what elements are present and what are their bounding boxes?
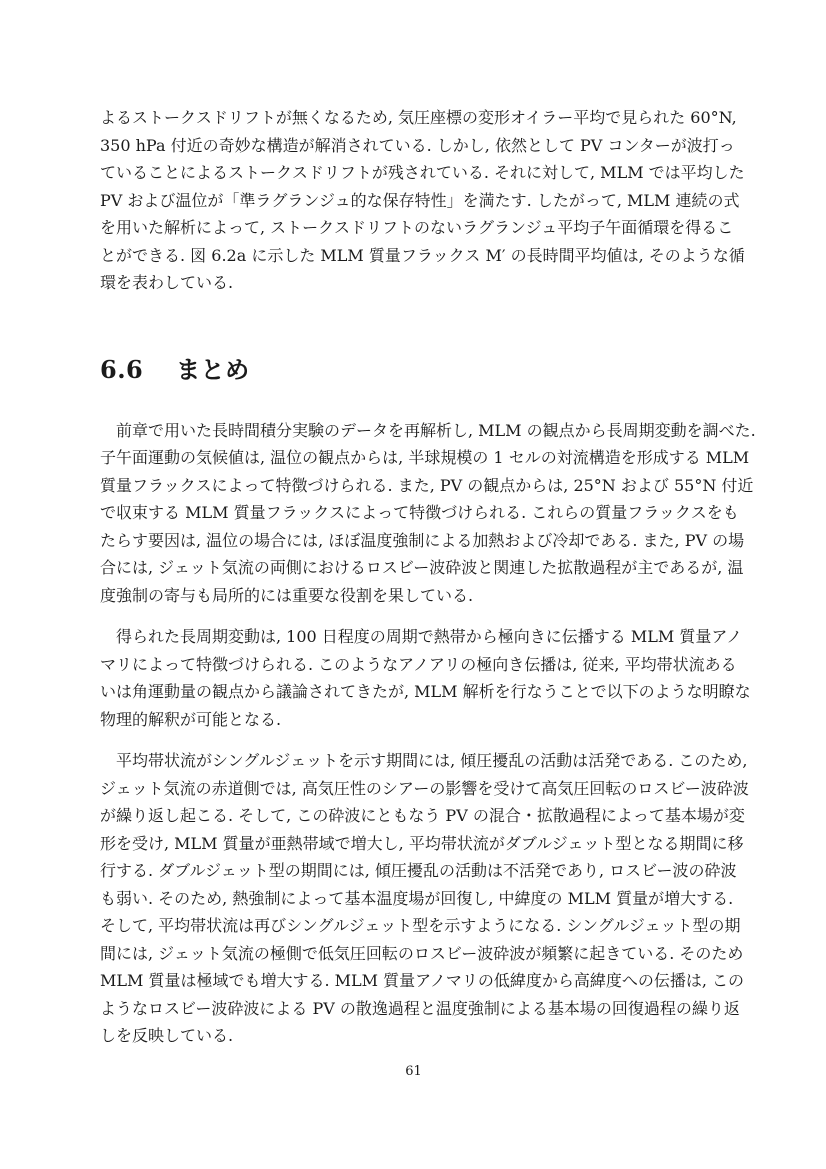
text-line: たらす要因は, 温位の場合には, ほぼ温度強制による加熱および冷却である. また, PV の場 bbox=[100, 530, 745, 550]
text-line: マリによって特徴づけられる. このようなアノアリの極向き伝播は, 従来, 平均帯状流ある bbox=[100, 654, 737, 674]
text-line: 間には, ジェット気流の極側で低気圧回転のロスビー波砕波が頻繁に起きている. そのため bbox=[100, 943, 744, 963]
text-line: 行する. ダブルジェット型の期間には, 傾圧擾乱の活動は不活発であり, ロスビー波の砕波 bbox=[100, 861, 737, 880]
text-line: で収束する MLM 質量フラックスによって特徴づけられる. これらの質量フラックスをも bbox=[100, 503, 739, 522]
text-line: が繰り返し起こる. そして, この砕波にともなう PV の混合・拡散過程によって基本場が変 bbox=[100, 806, 745, 825]
text-line: 環を表わしている. bbox=[100, 273, 234, 292]
intro-paragraph bbox=[100, 104, 745, 297]
page-content bbox=[100, 104, 756, 1050]
text-line: 度強制の寄与も局所的には重要な役割を果している. bbox=[100, 585, 474, 605]
text-line: 350 hPa 付近の奇妙な構造が解消されている. しかし, 依然として PV コンターが波打っ bbox=[100, 135, 735, 155]
text-line: 物理的解釈が可能となる. bbox=[100, 709, 282, 729]
text-line: 得られた長周期変動は, 100 日程度の周期で熱帯から極向きに伝播する MLM 質量アノ bbox=[100, 627, 743, 646]
summary-paragraph-3 bbox=[100, 747, 749, 1050]
text-line: よるストークスドリフトが無くなるため, 気圧座標の変形オイラー平均で見られた 60°N, bbox=[100, 108, 737, 127]
page-number: 61 bbox=[405, 1064, 422, 1079]
text-line: 質量フラックスによって特徴づけられる. また, PV の観点からは, 25°N および 55°N 付近 bbox=[100, 475, 754, 495]
text-line: PV および温位が「準ラグランジュ的な保存特性」を満たす. したがって, MLM 連続の式 bbox=[100, 190, 740, 210]
text-line: しを反映している. bbox=[100, 1026, 234, 1045]
text-line: も弱い. そのため, 熱強制によって基本温度場が回復し, 中緯度の MLM 質量が増大する. bbox=[100, 888, 734, 908]
text-line: を用いた解析によって, ストークスドリフトのないラグランジュ平均子午面循環を得るこ bbox=[100, 218, 734, 237]
text-line: そして, 平均帯状流は再びシングルジェット型を示すようになる. シングルジェット型の期 bbox=[100, 916, 741, 935]
text-line: ていることによるストークスドリフトが残されている. それに対して, MLM では平均した bbox=[100, 163, 745, 182]
text-line: 合には, ジェット気流の両側におけるロスビー波砕波と関連した拡散過程が主であるが, 温 bbox=[100, 558, 744, 577]
text-line: 形を受け, MLM 質量が亜熱帯域で増大し, 平均帯状流がダブルジェット型となる期間に移 bbox=[100, 833, 744, 853]
summary-paragraph-1 bbox=[100, 417, 756, 610]
text-line: いは角運動量の観点から議論されてきたが, MLM 解析を行なうことで以下のような明瞭な bbox=[100, 682, 751, 701]
section-number: 6.6 bbox=[100, 354, 144, 384]
text-line: ジェット気流の赤道側では, 高気圧性のシアーの影響を受けて高気圧回転のロスビー波砕波 bbox=[100, 778, 749, 798]
text-line: ようなロスビー波砕波による PV の散逸過程と温度強制による基本場の回復過程の繰り返 bbox=[100, 998, 740, 1018]
section-title: まとめ bbox=[176, 355, 250, 384]
text-line: とができる. 図 6.2a に示した MLM 質量フラックス M′ の長時間平均値は, そのような循 bbox=[100, 245, 745, 265]
section-heading bbox=[100, 353, 727, 387]
text-line: 前章で用いた長時間積分実験のデータを再解析し, MLM の観点から長周期変動を調べた. bbox=[100, 420, 756, 440]
text-line: MLM 質量は極域でも増大する. MLM 質量アノマリの低緯度から高緯度への伝播は, この bbox=[100, 971, 745, 990]
summary-paragraph-2 bbox=[100, 623, 751, 733]
text-line: 平均帯状流がシングルジェットを示す期間には, 傾圧擾乱の活動は活発である. このため, bbox=[100, 751, 748, 770]
text-line: 子午面運動の気候値は, 温位の観点からは, 半球規模の 1 セルの対流構造を形成する MLM bbox=[100, 448, 750, 467]
